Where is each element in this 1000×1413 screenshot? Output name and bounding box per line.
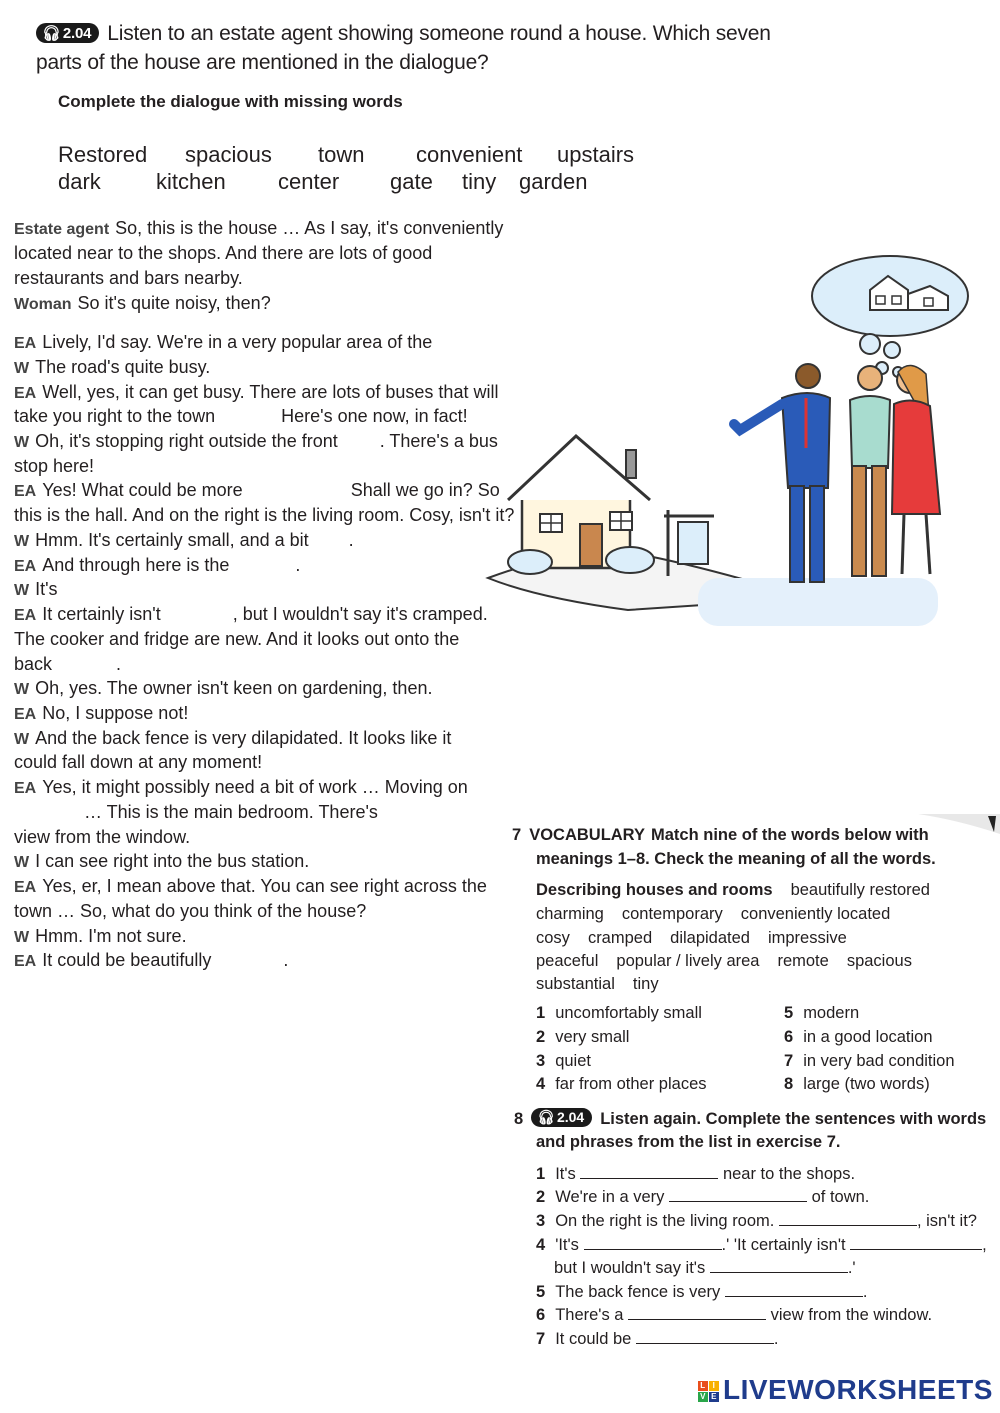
vocabulary-box-row: [536, 952, 930, 971]
vocabulary-word: impressive: [767, 929, 847, 947]
dialogue-line: EA Well, yes, it can get busy. There are lots of buses that will: [14, 382, 499, 402]
meaning-item: 7 in very bad condition: [784, 1052, 955, 1070]
speaker-label: W: [14, 681, 30, 698]
dialogue-line: W It's: [14, 579, 58, 599]
dialogue-line: EA And through here is the .: [14, 555, 301, 575]
speaker-label: EA: [14, 335, 37, 352]
word-bank-item: Restored: [58, 142, 148, 167]
dialogue-line: could fall down at any moment!: [14, 752, 263, 772]
liveworksheets-logo: L I V E LIVEWORKSHEETS: [698, 1374, 993, 1406]
dotted-floor: [698, 578, 938, 626]
sentence-item: 5 The back fence is very .: [536, 1283, 868, 1301]
dialogue-line: W The road's quite busy.: [14, 357, 211, 377]
vocabulary-word: tiny: [632, 975, 659, 993]
dialogue-line: W Hmm. It's certainly small, and a bit .: [14, 530, 354, 550]
speaker-label: W: [14, 854, 30, 871]
meaning-item: 3 quiet: [536, 1052, 591, 1070]
dialogue-line: stop here!: [14, 456, 95, 476]
speaker-label: W: [14, 434, 30, 451]
speaker-label: W: [14, 929, 30, 946]
speaker-label: EA: [14, 706, 37, 723]
liveworksheets-logo-icon: L I V E: [698, 1381, 719, 1402]
speaker-label: W: [14, 533, 30, 550]
page-curl: [918, 814, 1000, 836]
audio-track-badge: 🎧︎ 2.04: [531, 1108, 592, 1127]
speaker-label: EA: [14, 953, 37, 970]
word-bank-item: spacious: [185, 142, 272, 167]
vocabulary-box-row: [536, 929, 865, 948]
vocabulary-word: popular / lively area: [616, 952, 760, 970]
dialogue-line: EA It could be beautifully .: [14, 950, 289, 970]
sentence-item: 1 It's near to the shops.: [536, 1165, 856, 1183]
answer-blank[interactable]: [779, 1211, 917, 1226]
sentence-item: 4 'It's .' 'It certainly isn't ,: [536, 1236, 987, 1254]
vocabulary-word: contemporary: [621, 905, 723, 923]
dialogue-line: EA Yes, er, I mean above that. You can see right across the: [14, 876, 487, 896]
speaker-label: Woman: [14, 296, 72, 313]
woman-figure: [892, 365, 940, 574]
vocabulary-word: substantial: [536, 975, 615, 993]
vocabulary-word: beautifully restored: [790, 881, 930, 899]
speaker-label: EA: [14, 780, 37, 797]
speaker-label: EA: [14, 483, 37, 500]
heading-line-1: Listen to an estate agent showing someone round a house. Which seven: [107, 22, 771, 45]
vocabulary-word: cramped: [587, 929, 653, 947]
instruction-text: Complete the dialogue with missing words: [58, 92, 403, 111]
dialogue-line: EA Lively, I'd say. We're in a very popular area of the: [14, 332, 433, 352]
sentence-item: but I wouldn't say it's .': [554, 1259, 856, 1277]
vocabulary-box-row: [536, 975, 677, 994]
heading-line-2: parts of the house are mentioned in the dialogue?: [36, 51, 489, 74]
answer-blank[interactable]: [580, 1164, 718, 1179]
headphones-icon: 🎧︎: [42, 25, 61, 42]
meaning-item: 2 very small: [536, 1028, 630, 1046]
word-bank-item: upstairs: [557, 142, 635, 167]
vocabulary-word: charming: [536, 905, 604, 923]
headphones-icon: 🎧︎: [537, 1109, 555, 1125]
dialogue-line: EA It certainly isn't , but I wouldn't say it's cramped.: [14, 604, 488, 624]
word-bank-item: gate: [390, 169, 433, 194]
sentence-item: 2 We're in a very of town.: [536, 1188, 870, 1206]
meaning-item: 4 far from other places: [536, 1075, 707, 1093]
word-bank-item: dark: [58, 169, 101, 194]
meaning-item: 6 in a good location: [784, 1028, 933, 1046]
meaning-item: 1 uncomfortably small: [536, 1004, 702, 1022]
vocabulary-box-row: [536, 881, 948, 900]
word-bank-item: garden: [519, 169, 588, 194]
answer-blank[interactable]: [710, 1258, 848, 1273]
speaker-label: W: [14, 582, 30, 599]
meaning-item: 5 modern: [784, 1004, 860, 1022]
dialogue-line: EA Yes! What could be more Shall we go in? So: [14, 480, 500, 500]
word-bank-item: center: [278, 169, 340, 194]
vocabulary-box-title: Describing houses and rooms: [536, 881, 773, 899]
audio-track-badge: 🎧︎ 2.04: [36, 23, 99, 43]
speaker-label: EA: [14, 558, 37, 575]
dialogue-line: Estate agent So, this is the house … As I say, it's conveniently: [14, 218, 504, 238]
dialogue-line: this is the hall. And on the right is the living room. Cosy, isn't it?: [14, 505, 515, 525]
dialogue-line: view from the window.: [14, 827, 191, 847]
answer-blank[interactable]: [669, 1187, 807, 1202]
word-bank-item: tiny: [462, 169, 497, 194]
thought-bubble: [812, 256, 968, 377]
word-bank-item: kitchen: [156, 169, 226, 194]
dialogue-line: The cooker and fridge are new. And it looks out onto the: [14, 629, 460, 649]
speaker-label: EA: [14, 607, 37, 624]
dialogue-line: W And the back fence is very dilapidated. It looks like it: [14, 728, 452, 748]
dialogue-line: W Oh, yes. The owner isn't keen on gardening, then.: [14, 678, 433, 698]
sentence-item: 3 On the right is the living room. , isn't it?: [536, 1212, 977, 1230]
speaker-label: EA: [14, 385, 37, 402]
speaker-label: Estate agent: [14, 221, 110, 238]
exercise-7-heading: 7 VOCABULARY Match nine of the words below with: [512, 826, 929, 844]
dialogue-line: … This is the main bedroom. There's: [84, 802, 378, 822]
dialogue-line: W I can see right into the bus station.: [14, 851, 310, 871]
answer-blank[interactable]: [850, 1235, 982, 1250]
house: [508, 436, 654, 574]
sentence-item: 6 There's a view from the window.: [536, 1306, 933, 1324]
vocabulary-word: dilapidated: [670, 929, 750, 947]
answer-blank[interactable]: [636, 1329, 774, 1344]
vocabulary-word: conveniently located: [740, 905, 891, 923]
exercise-7-heading-line-2: meanings 1–8. Check the meaning of all the words.: [536, 850, 936, 868]
word-bank-item: town: [318, 142, 365, 167]
dialogue-line: W Oh, it's stopping right outside the front . There's a bus: [14, 431, 498, 451]
speaker-label: W: [14, 731, 30, 748]
meaning-item: 8 large (two words): [784, 1075, 930, 1093]
dialogue-line: EA No, I suppose not!: [14, 703, 189, 723]
word-bank-item: convenient: [416, 142, 523, 167]
vocabulary-box-row: [536, 905, 908, 924]
speaker-label: W: [14, 360, 30, 377]
answer-blank[interactable]: [628, 1305, 766, 1320]
sentence-item: 7 It could be .: [536, 1330, 779, 1348]
answer-blank[interactable]: [584, 1235, 722, 1250]
dialogue-line: back .: [14, 654, 122, 674]
vocabulary-word: remote: [777, 952, 829, 970]
exercise-8-heading-line-2: and phrases from the list in exercise 7.: [536, 1133, 841, 1151]
dialogue-line: town … So, what do you think of the house?: [14, 901, 367, 921]
speaker-label: EA: [14, 879, 37, 896]
exercise-8-heading: 8 🎧︎ 2.04 Listen again. Complete the sentences with words: [514, 1109, 987, 1128]
man-figure: [850, 366, 890, 576]
estate-agent-figure: [734, 364, 830, 582]
dialogue-line: Woman So it's quite noisy, then?: [14, 293, 271, 313]
answer-blank[interactable]: [725, 1282, 863, 1297]
dialogue-line: EA Yes, it might possibly need a bit of work … Moving on: [14, 777, 468, 797]
dialogue-line: restaurants and bars nearby.: [14, 268, 243, 288]
dialogue-line: located near to the shops. And there are lots of good: [14, 243, 433, 263]
exercise-heading: [36, 22, 771, 46]
vocabulary-word: spacious: [846, 952, 912, 970]
house-and-couple-illustration: [478, 238, 1000, 628]
dialogue-line: W Hmm. I'm not sure.: [14, 926, 187, 946]
dialogue-line: take you right to the town Here's one now, in fact!: [14, 406, 468, 426]
vocabulary-word: peaceful: [536, 952, 599, 970]
vocabulary-word: cosy: [536, 929, 570, 947]
